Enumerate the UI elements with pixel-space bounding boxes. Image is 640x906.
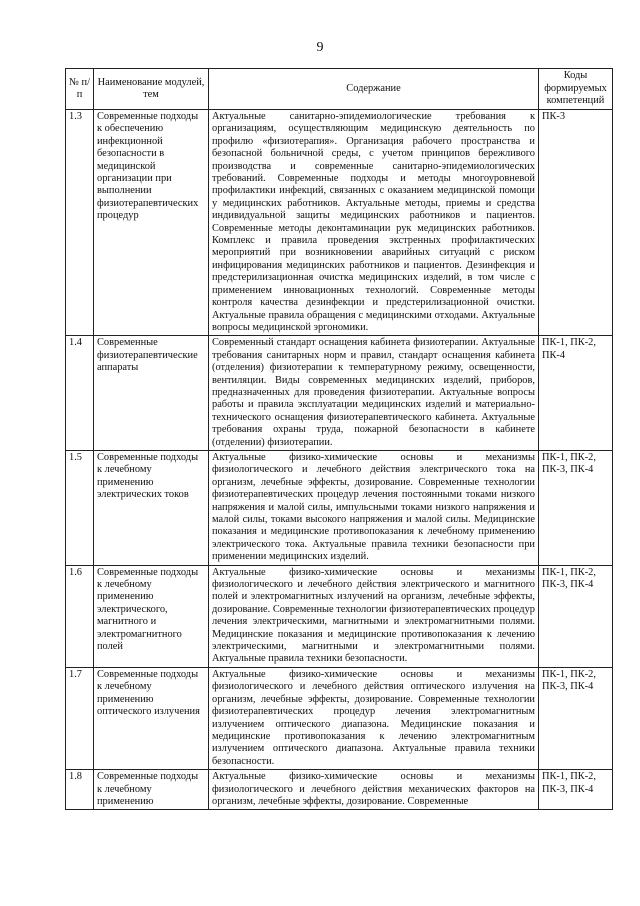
row-num: 1.6 bbox=[66, 565, 94, 667]
table-row bbox=[66, 110, 613, 336]
row-module: Современные подходы к лечебному применению оптического излучения bbox=[94, 667, 209, 769]
table-row bbox=[66, 336, 613, 451]
row-num: 1.5 bbox=[66, 450, 94, 565]
header-codes: Коды формируемых компетенций bbox=[539, 69, 613, 110]
row-num: 1.8 bbox=[66, 770, 94, 810]
row-module: Современные подходы к лечебному применению электрического, магнитного и электромагнитного полей bbox=[94, 565, 209, 667]
row-module: Современные подходы к лечебному применению электрических токов bbox=[94, 450, 209, 565]
row-codes: ПК-1, ПК-2, ПК-3, ПК-4 bbox=[539, 770, 613, 810]
table-row bbox=[66, 667, 613, 769]
table-row bbox=[66, 770, 613, 810]
row-module: Современные подходы к обеспечению инфекционной безопасности в медицинской организации при выполнении физиотерапевтических процедур bbox=[94, 110, 209, 336]
header-content: Содержание bbox=[209, 69, 539, 110]
table-header-row bbox=[66, 69, 613, 110]
row-codes: ПК-1, ПК-2, ПК-4 bbox=[539, 336, 613, 451]
row-codes: ПК-1, ПК-2, ПК-3, ПК-4 bbox=[539, 667, 613, 769]
header-num: № п/п bbox=[66, 69, 94, 110]
row-num: 1.4 bbox=[66, 336, 94, 451]
row-num: 1.7 bbox=[66, 667, 94, 769]
curriculum-table bbox=[65, 68, 613, 810]
row-codes: ПК-1, ПК-2, ПК-3, ПК-4 bbox=[539, 565, 613, 667]
row-content: Актуальные физико-химические основы и механизмы физиологического и лечебного действия механических факторов на организм, лечебные эффекты, дозирование. Современные bbox=[209, 770, 539, 810]
row-codes: ПК-1, ПК-2, ПК-3, ПК-4 bbox=[539, 450, 613, 565]
page-number: 9 bbox=[316, 40, 324, 55]
table-row bbox=[66, 450, 613, 565]
header-module: Наименование модулей, тем bbox=[94, 69, 209, 110]
row-content: Актуальные санитарно-эпидемиологические требования к организациям, осуществляющим медицинскую деятельность по профилю «физиотерапия». Организация рабочего пространства и безопасной больничной среды, с учетом принципов бережливого производства и современные санитарно-эпидемиологических требований. Современные подходы и методы многоуровневой профилактики инфекций, связанных с оказанием медицинской помощи у медицинских работников. Актуальные методы, приемы и средства индивидуальной защиты медицинских работников и пациентов. Современные методы деконтаминации рук медицинских работников. Комплекс и правила проведения экстренных профилактических мероприятий при возникновении аварийных ситуаций с риском инфицирования медицинских работников и пациентов. Дезинфекция и предстерилизационная очистка медицинских изделий, в том числе с применением инновационных технологий. Современные методы контроля качества дезинфекции и предстерилизационной очистки. Актуальные правила обращения с медицинскими отходами. Актуальные вопросы медицинской эргономики. bbox=[209, 110, 539, 336]
row-content: Актуальные физико-химические основы и механизмы физиологического и лечебного действия электрического и магнитного полей и электромагнитных излучений на организм, лечебные эффекты, дозирование. Современные технологии физиотерапевтических процедур лечения электрическими, магнитными и электромагнитными полями. Медицинские показания и медицинские противопоказания к лечению электрическими, магнитными и электромагнитными полями. Актуальные правила техники безопасности. bbox=[209, 565, 539, 667]
row-num: 1.3 bbox=[66, 110, 94, 336]
row-module: Современные подходы к лечебному применению bbox=[94, 770, 209, 810]
row-content: Актуальные физико-химические основы и механизмы физиологического и лечебного действия оптического излучения на организм, лечебные эффекты, дозирование. Современные технологии физиотерапевтических процедур лечения электромагнитным излучением оптического диапазона. Медицинские показания и медицинские противопоказания к лечению электромагнитным излучением оптического диапазона. Актуальные правила техники безопасности. bbox=[209, 667, 539, 769]
row-content: Актуальные физико-химические основы и механизмы физиологического и лечебного действия электрического тока на организм, лечебные эффекты, дозирование. Современные технологии физиотерапевтических процедур лечения постоянными токами низкого напряжения и малой силы, импульсными токами низкого напряжения и малой силы, токами высокого напряжения и малой силы. Медицинские показания и медицинские противопоказания к лечебному применению электрического тока. Актуальные правила техники безопасности при применении медицинских изделий. bbox=[209, 450, 539, 565]
table-row bbox=[66, 565, 613, 667]
row-codes: ПК-3 bbox=[539, 110, 613, 336]
row-content: Современный стандарт оснащения кабинета физиотерапии. Актуальные требования санитарных норм и правил, стандарт оснащения кабинета (отделения) физиотерапии к температурному режиму, освещенности, вентиляции. Виды современных медицинских изделий, приборов, предназначенных для проведения физиотерапии. Актуальные вопросы работы и правила эксплуатации медицинских изделий и материально-технического оснащения физиотерапевтического кабинета. Актуальные требования охраны труда, пожарной безопасности в кабинете (отделении) физиотерапии. bbox=[209, 336, 539, 451]
row-module: Современные физиотерапевтические аппараты bbox=[94, 336, 209, 451]
